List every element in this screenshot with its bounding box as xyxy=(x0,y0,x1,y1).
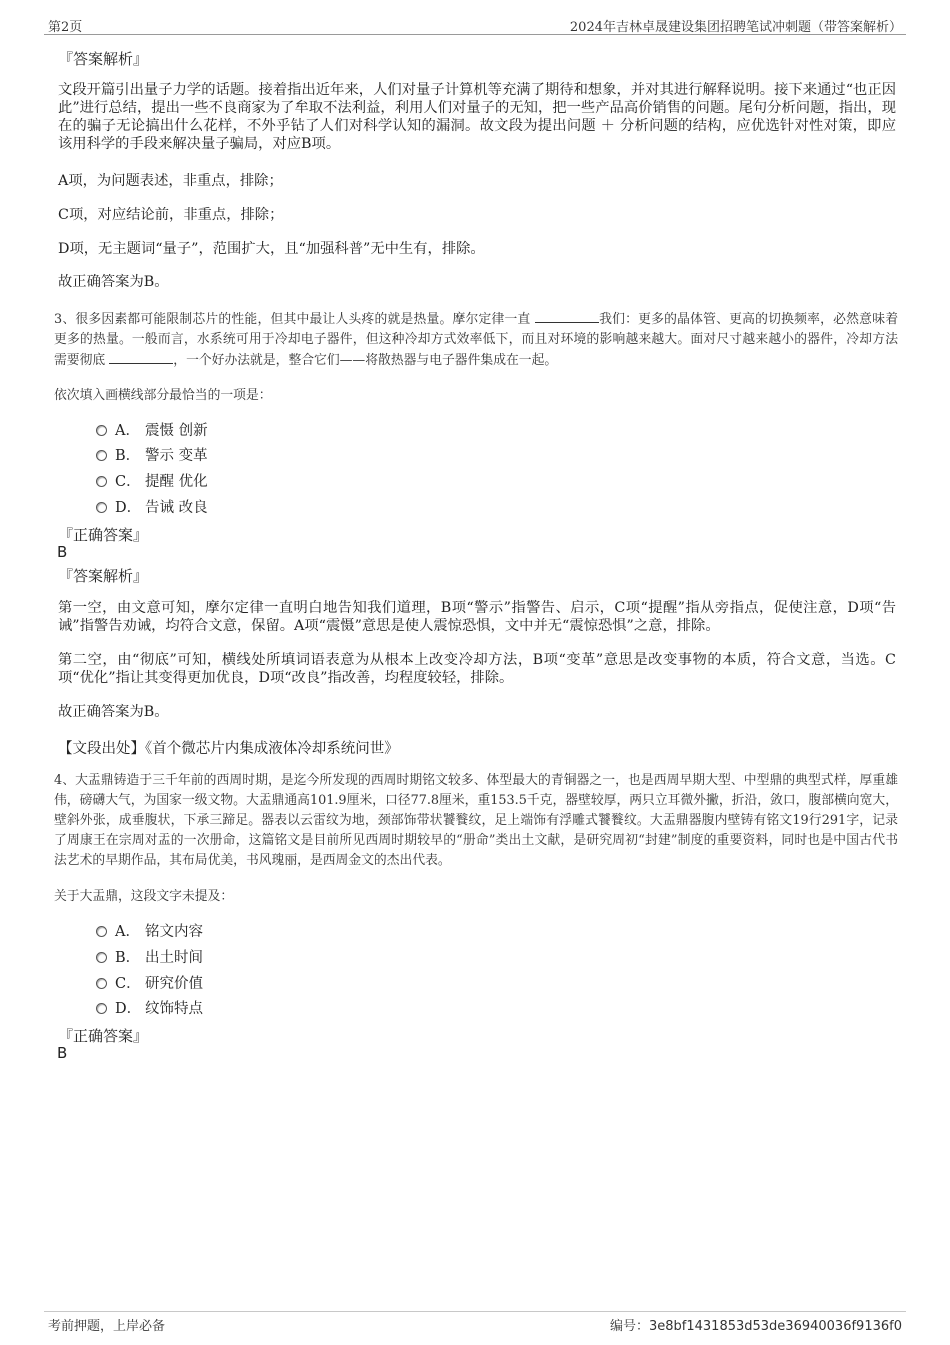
radio-icon[interactable] xyxy=(96,502,107,513)
page-header xyxy=(44,14,906,35)
q3-option-a[interactable]: A． 震慑 创新 xyxy=(96,419,208,439)
analysis-option-a: A项，为问题表述，非重点，排除； xyxy=(58,173,283,189)
footer-slogan: 考前押题，上岸必备 xyxy=(48,1319,166,1334)
document-code: 编号：3e8bf1431853d53de36940036f9136f0 xyxy=(609,1319,902,1334)
question-4-prompt: 关于大盂鼎，这段文字未提及： xyxy=(54,889,234,904)
radio-icon[interactable] xyxy=(96,926,107,937)
q4-option-d[interactable]: D． 纹饰特点 xyxy=(96,997,203,1017)
question-4-text: 4、大盂鼎铸造于三千年前的西周时期，是迄今所发现的西周时期铭文较多、体型最大的青铜器之一，也是西周早期大型、中型鼎的典型式样，厚重雄伟，磅礴大气，为国家一级文物。大盂鼎通高101.9厘米，口径77.8厘米，重153.5千克，器壁较厚，两只立耳微外撇，折沿，敛口，腹部横向宽大，壁斜外张，成垂腹状，下承三蹄足。器表以云雷纹为地，颈部饰带状饕餮纹，足上端饰有浮雕式饕餮纹。大盂鼎器腹内壁铸有铭文19行291字，记录了周康王在宗周对盂的一次册命，这篇铭文是目前所见西周时期较早的“册命”类出土文献，是研究周初“封建”制度的重要资料，同时也是中国古代书法艺术的早期作品，其布局优美，书风瑰丽，是西周金文的杰出代表。 xyxy=(54,773,898,868)
radio-icon[interactable] xyxy=(96,978,107,989)
q3-option-b[interactable]: B． 警示 变革 xyxy=(96,444,208,464)
document-title: 2024年吉林卓晟建设集团招聘笔试冲刺题（带答案解析） xyxy=(569,20,902,35)
q3-option-c[interactable]: C． 提醒 优化 xyxy=(96,470,208,490)
analysis-option-d: D项，无主题词“量子”，范围扩大，且“加强科普”无中生有，排除。 xyxy=(58,241,485,257)
analysis-option-c: C项，对应结论前，非重点，排除； xyxy=(58,207,284,223)
q3-option-d[interactable]: D． 告诫 改良 xyxy=(96,496,208,516)
fill-blank-1 xyxy=(535,309,599,323)
analysis-paragraph-2: 第二空，由“彻底”可知，横线处所填词语表意为从根本上改变冷却方法，B项“变革”意思是改变事物的本质，符合文意，当选。C项“优化”指让其变得更加优良，D项“改良”指改善，均程度较轻，排除。 xyxy=(58,652,896,686)
correct-answer-heading: 『正确答案』 xyxy=(58,1027,149,1045)
radio-icon[interactable] xyxy=(96,952,107,963)
q4-option-b[interactable]: B． 出土时间 xyxy=(96,946,203,966)
analysis-paragraph: 文段开篇引出量子力学的话题。接着指出近年来，人们对量子计算机等充满了期待和想象，并对其进行解释说明。接下来通过“也正因此”进行总结，提出一些不良商家为了牟取不法利益，利用人们对量子的无知，把一些产品高价销售的问题。尾句分析问题，指出，现在的骗子无论搞出什么花样，不外乎钻了人们对科学认知的漏洞。故文段为提出问题 ＋ 分析问题的结构，应优选针对性对策，即应该用科学的手段来解决量子骗局，对应B项。 xyxy=(58,82,896,152)
analysis-conclusion: 故正确答案为B。 xyxy=(58,274,169,290)
question-3-text: 3、很多因素都可能限制芯片的性能，但其中最让人头疼的就是热量。摩尔定律一直 我们：更多的晶体管、更高的切换频率，必然意味着更多的热量。一般而言，水系统可用于冷却电子器件，但这种冷却方式效率低下，而且对环境的影响越来越大。面对尺寸越来越小的器件，冷却方法需要彻底 ，一个好办法就是，整合它们——将散热器与电子器件集成在一起。 xyxy=(54,309,898,371)
radio-icon[interactable] xyxy=(96,1003,107,1014)
page-number: 第2页 xyxy=(48,20,83,35)
correct-answer-value: B xyxy=(57,1044,68,1062)
q4-option-a[interactable]: A． 铭文内容 xyxy=(96,920,203,940)
analysis-heading: 『答案解析』 xyxy=(58,567,149,585)
page-footer xyxy=(44,1311,906,1334)
radio-icon[interactable] xyxy=(96,476,107,487)
analysis-conclusion: 故正确答案为B。 xyxy=(58,704,169,720)
fill-blank-2 xyxy=(109,350,173,364)
analysis-paragraph-1: 第一空，由文意可知，摩尔定律一直明白地告知我们道理，B项“警示”指警告、启示，C项“提醒”指从旁指点，促使注意，D项“告诫”指警告劝诫，均符合文意，保留。A项“震慑”意思是使人震惊恐惧，文中并无“震惊恐惧”之意，排除。 xyxy=(58,600,896,634)
correct-answer-value: B xyxy=(57,543,68,561)
radio-icon[interactable] xyxy=(96,450,107,461)
radio-icon[interactable] xyxy=(96,425,107,436)
correct-answer-heading: 『正确答案』 xyxy=(58,526,149,544)
question-3-prompt: 依次填入画横线部分最恰当的一项是： xyxy=(54,388,272,403)
source-citation: 【文段出处】《首个微芯片内集成液体冷却系统问世》 xyxy=(58,741,399,757)
q4-option-c[interactable]: C． 研究价值 xyxy=(96,972,203,992)
analysis-heading: 『答案解析』 xyxy=(58,50,149,68)
